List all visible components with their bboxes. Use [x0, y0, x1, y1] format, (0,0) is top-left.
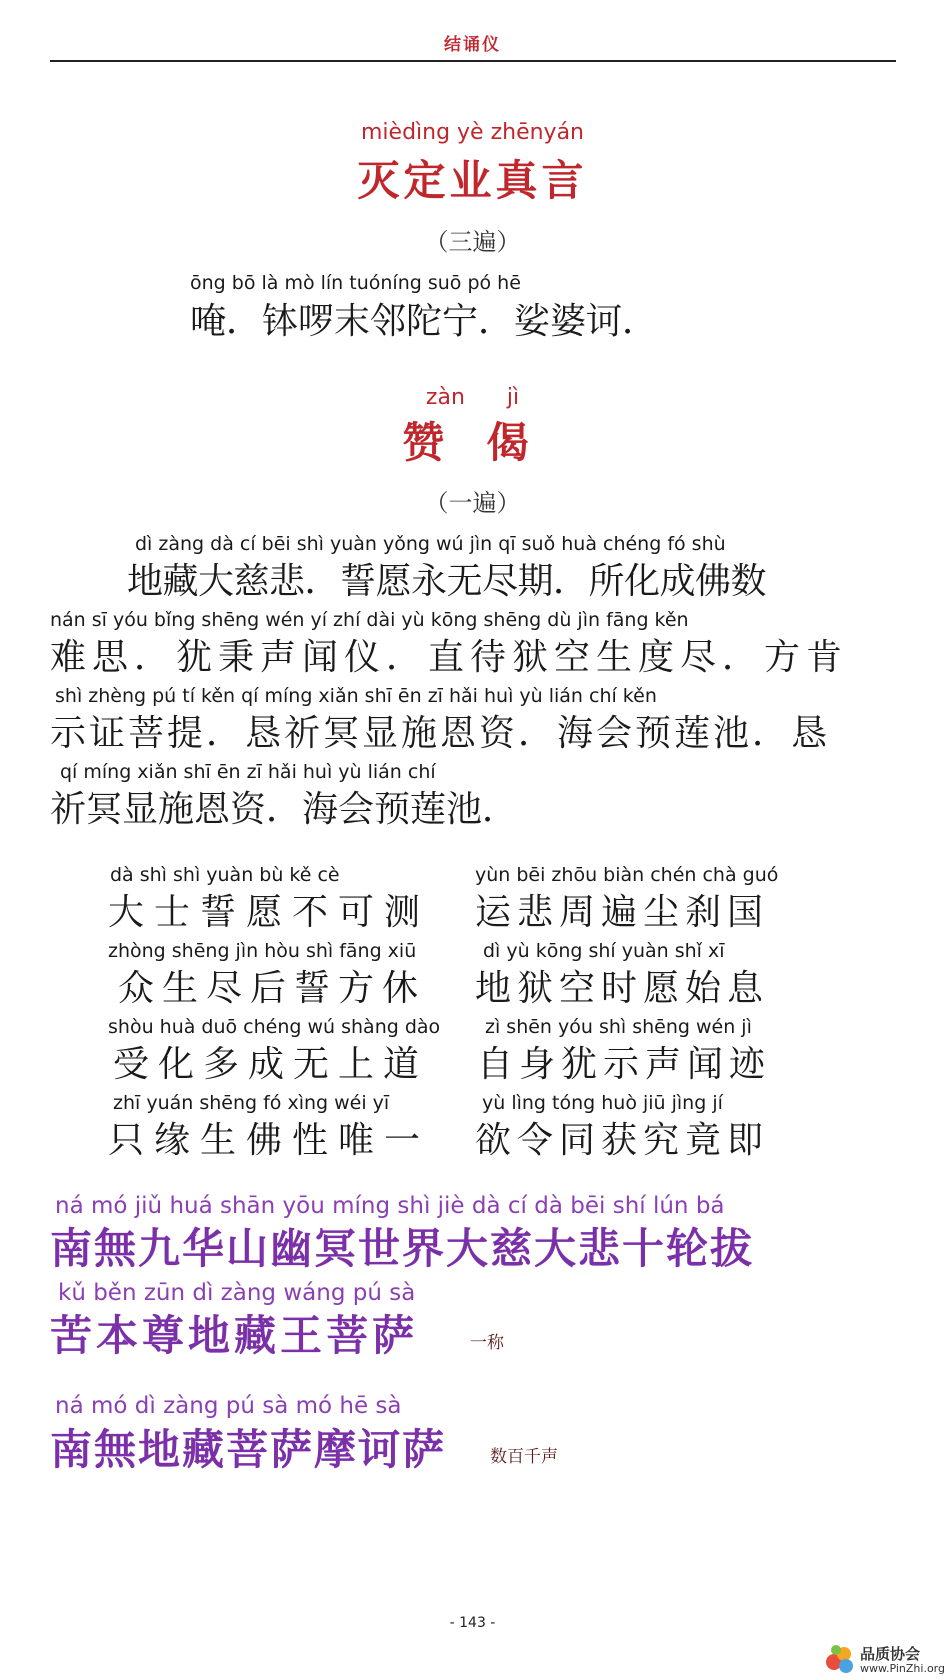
verse-right-pinyin: yùn bēi zhōu biàn chén chà guó	[475, 864, 779, 886]
section1-title-pinyin: mièdìng yè zhēnyán	[360, 120, 585, 145]
refuge-line3-note: 数百千声	[490, 1447, 558, 1467]
verse-line-pinyin: dì zàng dà cí bēi shì yuàn yǒng wú jìn qī suǒ huà chéng fó shù	[135, 533, 726, 555]
header-divider	[50, 60, 896, 62]
verse-left-text: 大士誓愿不可测	[108, 892, 431, 933]
verse-right-text: 欲令同获究竟即	[475, 1120, 770, 1161]
verse-left-pinyin: zhī yuán shēng fó xìng wéi yī	[113, 1092, 390, 1114]
running-header: 结诵仪	[444, 35, 501, 55]
verse-right-pinyin: dì yù kōng shí yuàn shǐ xī	[483, 940, 725, 962]
page-number: - 143 -	[449, 1615, 496, 1631]
mantra-pinyin: ōng bō là mò lín tuóníng suō pó hē	[190, 272, 521, 294]
section1-title: 灭定业真言	[357, 156, 588, 205]
watermark-url: www.PinZhi.org	[860, 1662, 945, 1675]
verse-right-pinyin: zì shēn yóu shì shēng wén jì	[485, 1016, 752, 1038]
section2-title: 赞 偈	[402, 418, 543, 467]
verse-left-text: 受化多成无上道	[113, 1044, 429, 1085]
refuge-line3-text: 南無地藏菩萨摩诃萨	[50, 1425, 447, 1474]
verse-right-text: 运悲周遍尘刹国	[475, 892, 770, 933]
verse-left-pinyin: zhòng shēng jìn hòu shì fāng xiū	[108, 940, 417, 962]
verse-line-pinyin: qí míng xiǎn shī ēn zī hǎi huì yù lián chí	[60, 761, 436, 783]
verse-right-pinyin: yù lìng tóng huò jiū jìng jí	[482, 1092, 723, 1114]
verse-left-pinyin: shòu huà duō chéng wú shàng dào	[108, 1016, 441, 1038]
verse-line-pinyin: nán sī yóu bǐng shēng wén yí zhí dài yù kōng shēng dù jìn fāng kěn	[50, 609, 689, 631]
refuge-line2-note: 一称	[470, 1333, 504, 1353]
watermark-logo-icon	[822, 1640, 858, 1676]
verse-left-pinyin: dà shì shì yuàn bù kě cè	[110, 864, 340, 886]
verse-left-text: 众生尽后誓方休	[118, 968, 427, 1009]
verse-right-text: 地狱空时愿始息	[475, 968, 770, 1009]
verse-line-text: 难思．犹秉声闻仪．直待狱空生度尽．方肯	[50, 637, 849, 678]
refuge-line2-text: 苦本尊地藏王菩萨	[50, 1311, 419, 1360]
section1-repeat-note: （三遍）	[424, 228, 521, 256]
verse-left-text: 只缘生佛性唯一	[108, 1120, 431, 1161]
watermark-name: 品质协会	[860, 1645, 921, 1663]
refuge-line2-pinyin: kǔ běn zūn dì zàng wáng pú sà	[58, 1280, 416, 1306]
refuge-line1-pinyin: ná mó jiǔ huá shān yōu míng shì jiè dà cí dà bēi shí lún bá	[55, 1193, 725, 1219]
section2-repeat-note: （一遍）	[424, 489, 521, 517]
section2-title-pinyin: zàn jì	[425, 385, 520, 410]
refuge-line3-pinyin: ná mó dì zàng pú sà mó hē sà	[55, 1393, 402, 1419]
verse-line-pinyin: shì zhèng pú tí kěn qí míng xiǎn shī ēn zī hǎi huì yù lián chí kěn	[55, 685, 657, 707]
refuge-line1-text: 南無九华山幽冥世界大慈大悲十轮拔	[50, 1224, 755, 1273]
verse-line-text: 地藏大慈悲．誓愿永无尽期．所化成佛数	[127, 561, 767, 602]
verse-line-text: 祈冥显施恩资．海会预莲池．	[50, 789, 519, 830]
verse-right-text: 自身犹示声闻迹	[477, 1044, 772, 1085]
mantra-text: 唵．钵啰末邻陀宁．娑婆诃．	[190, 301, 659, 342]
verse-line-text: 示证菩提．恳祈冥显施恩资．海会预莲池．恳	[50, 713, 831, 754]
